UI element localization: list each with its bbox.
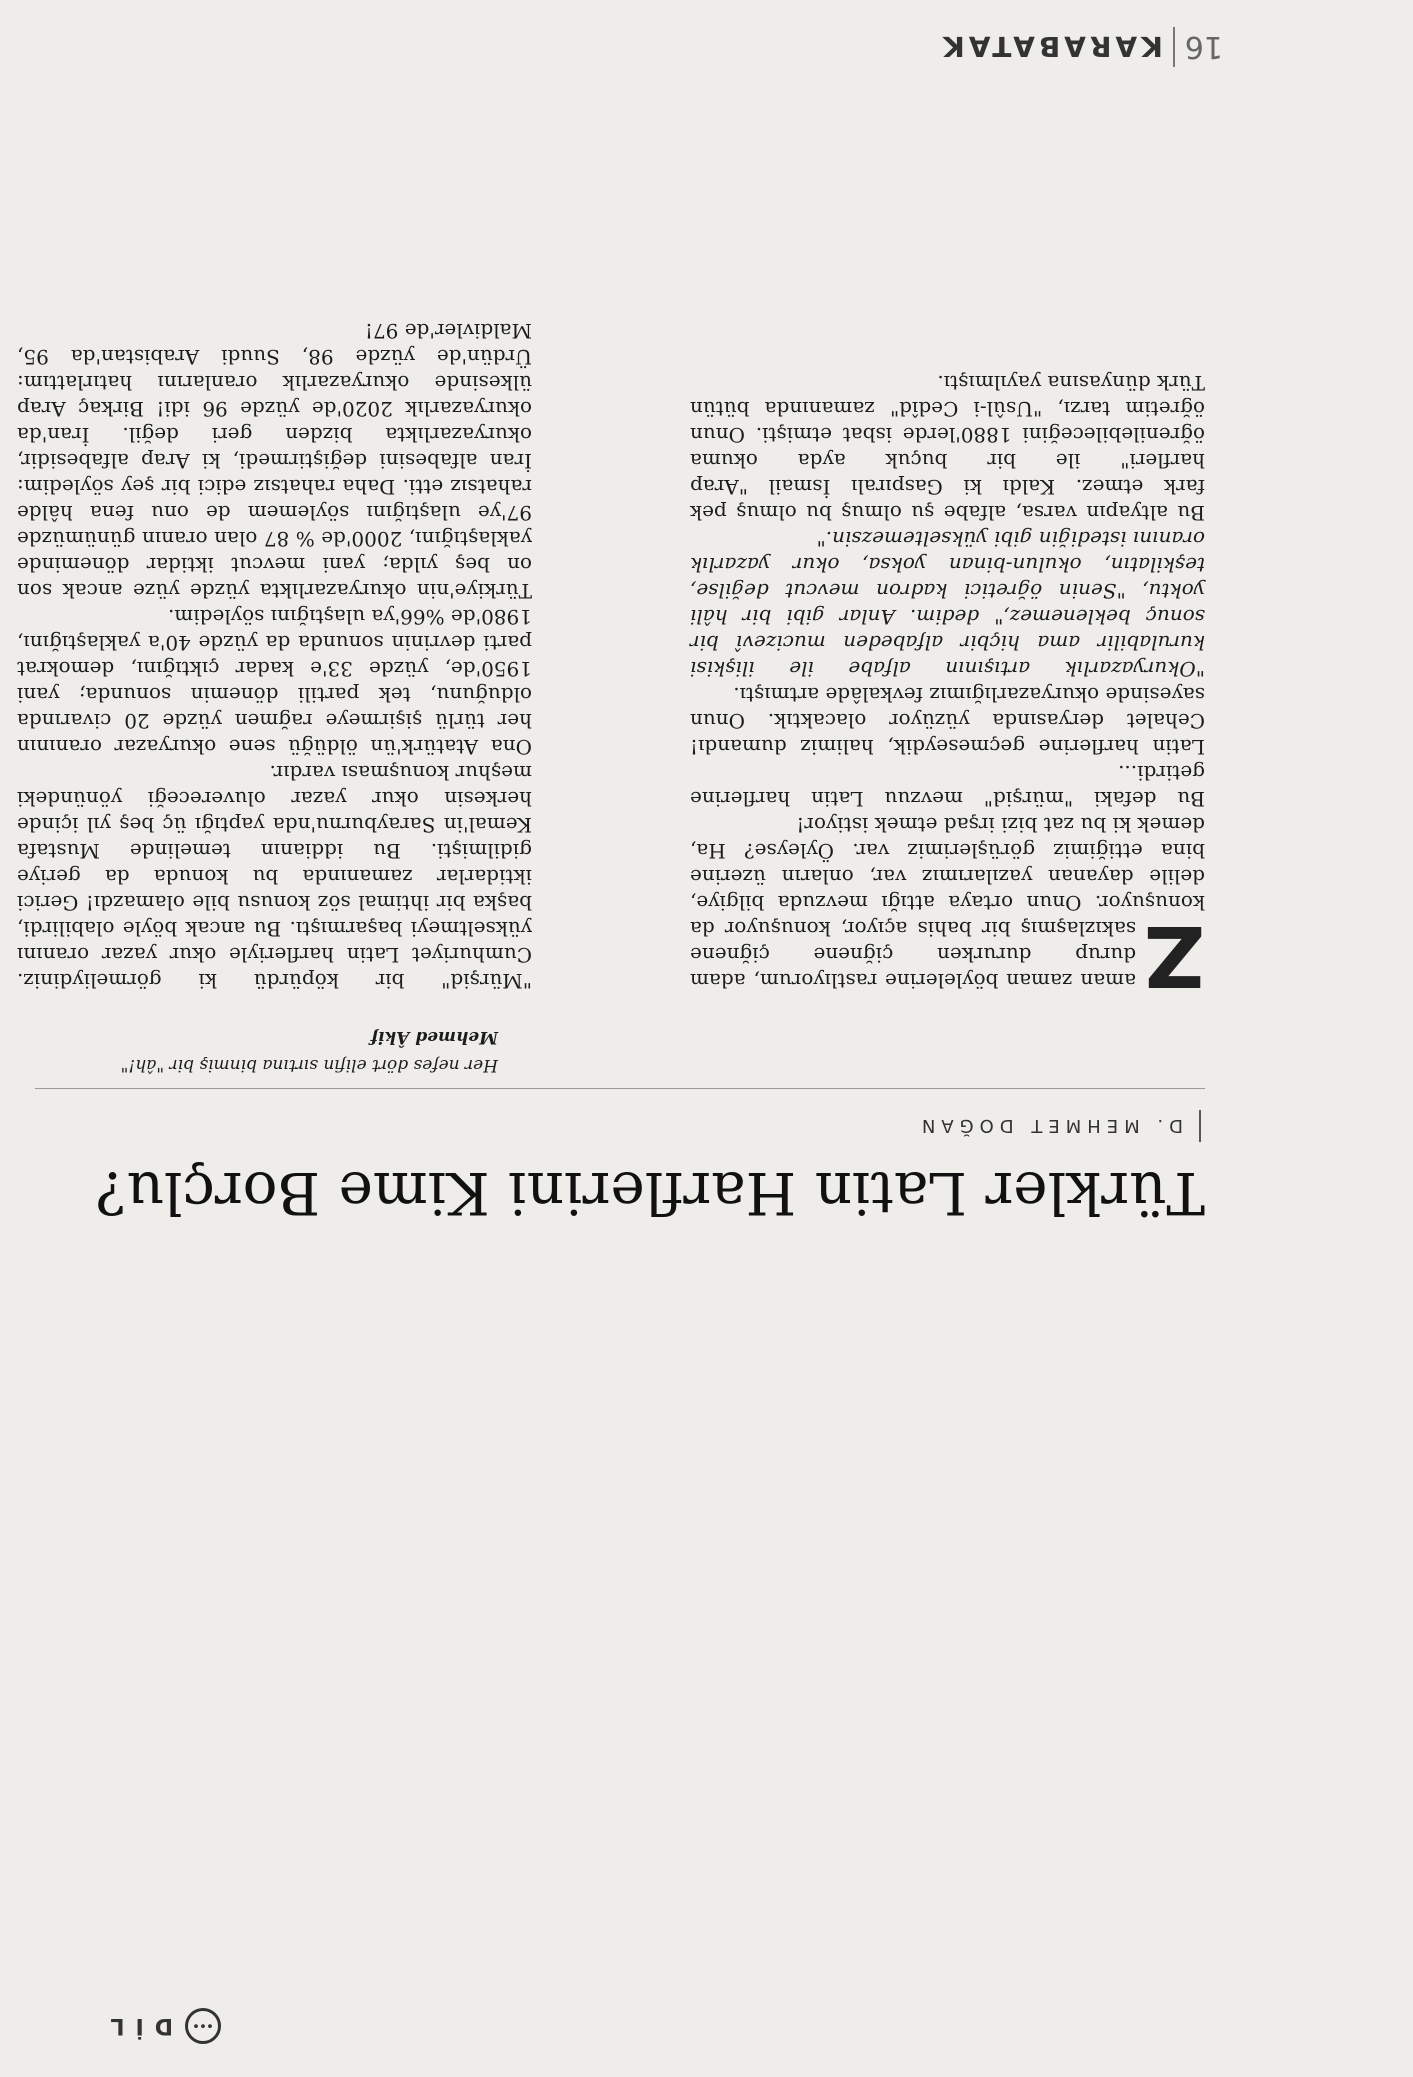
paragraph: Ona Atatürk'ün öldüğü sene okuryazar oranının her türlü şişirmeye rağmen yüzde 20 civarında olduğunu, tek partili dönemin sonunda; yani 1950'de, yüzde 33'e kadar çıktığını, demokrat parti devrinin sonunda da yüzde 40'a yaklaştığını, 1980'de %66'ya ulaştığını söyledim. <box>17 605 532 759</box>
title-rule <box>35 1088 1205 1089</box>
paragraph: Bu altyapın varsa, alfabe şu olmuş bu olmuş pek fark etmez. Kaldı ki Gaspıralı İsmail "Arap harfleri" ile bir buçuk ayda okuma öğrenilebileceğini 1880'lerde isbat etmişti. Onun öğretim tarzı, "Usûl-i Cedîd" zamanında bütün Türk dünyasına yayılmıştı. <box>690 371 1205 525</box>
drop-cap: Z <box>1144 907 1205 1005</box>
article-title: Türkler Latin Harflerini Kime Borçlu? <box>95 1159 1205 1227</box>
speech-bubble-icon: ••• <box>185 2008 221 2044</box>
author-line <box>916 1110 1201 1142</box>
quote-paragraph: "Okuryazarlık artışının alfabe ile ilişkisi kurulabilir ama hiçbir alfabeden mucizevî bir sonuç beklenemez," dedim. Anlar gibi bir hâli yoktu, "Senin öğretici kadron mevcut değilse, teşkilatın, okulun-binan yoksa, okur yazarlık oranını istediğin gibi yükseltemezsin." <box>690 527 1205 681</box>
page-number: 16 <box>1184 29 1223 65</box>
author-divider <box>1199 1110 1201 1142</box>
left-column <box>690 370 1205 1005</box>
author-name: D. MEHMET DOĞAN <box>915 1115 1183 1137</box>
paragraph: Latin harflerine geçmeseydik, halimiz dumandı! Cehalet deryasında yüzüyor olacaktık. Onun sayesinde okuryazarlığımız fevkalâde artmıştı. <box>690 683 1205 759</box>
paragraph <box>690 812 1205 1005</box>
paragraph: Bu defaki "mürşid" mevzuu Latin harflerine getirdi... <box>690 761 1205 811</box>
page-header <box>939 27 1223 67</box>
magazine-name: KARABATAK <box>939 30 1163 64</box>
epigraph <box>18 1025 498 1077</box>
paragraph: "Mürşid" bir köpürdü ki görmeliydiniz. Cumhuriyet Latin harfleriyle okur yazar oranını yükseltmeyi başarmıştı. Bu ancak böyle olabilirdi, başka bir ihtimal söz konusu bile olamazdı! Gerici iktidarlar zamanında bu konuda da geriye gidilmişti. Bu iddianın temelinde Mustafa Kemal'in Sarayburnu'nda yaptığı üç beş yıl içinde herkesin okur yazar oluvereceği yönündeki meşhur konuşması vardır. <box>17 761 532 993</box>
header-divider <box>1173 27 1175 67</box>
paragraph-text: aman zaman böylelerine rastlıyorum, adam durup dururken çiğnene çiğnene sakızlaşmış bir bahis açıyor, konuşuyor da konuşuyor. Onun ortaya attığı mevzuda bilgiye, delile dayanan yazılarımız var, onların üzerine bina ettiğimiz görüşlerimiz var. Öyleyse? Ha, demek ki bu zat bizi irşad etmek istiyor! <box>690 813 1205 993</box>
right-column <box>17 318 532 994</box>
epigraph-text: Her nefes dört elifin sırtına binmiş bir "âh!" <box>120 1055 498 1075</box>
section-label <box>100 2008 221 2044</box>
section-text: DİL <box>99 2013 173 2039</box>
epigraph-author: Mehmed Âkif <box>370 1027 498 1047</box>
paragraph: Türkiye'nin okuryazarlıkta yüzde yüze ancak son on beş yılda; yani mevcut iktidar döneminde yaklaştığını, 2000'de % 87 olan oranın günümüzde 97'ye ulaştığını söylemem de onu fena hâlde rahatsız etti. Daha rahatsız edici bir şey söyledim: İran alfabesini değiştirmedi, ki Arap alfabesidir, okuryazarlıkta bizden geri değil. İran'da okuryazarlık 2020'de yüzde 96 idi! Birkaç Arap ülkesinde okuryazarlık oranlarını hatırlattım: Ürdün'de yüzde 98, Suudi Arabistan'da 95, Maldivler'de 97! <box>17 319 532 603</box>
